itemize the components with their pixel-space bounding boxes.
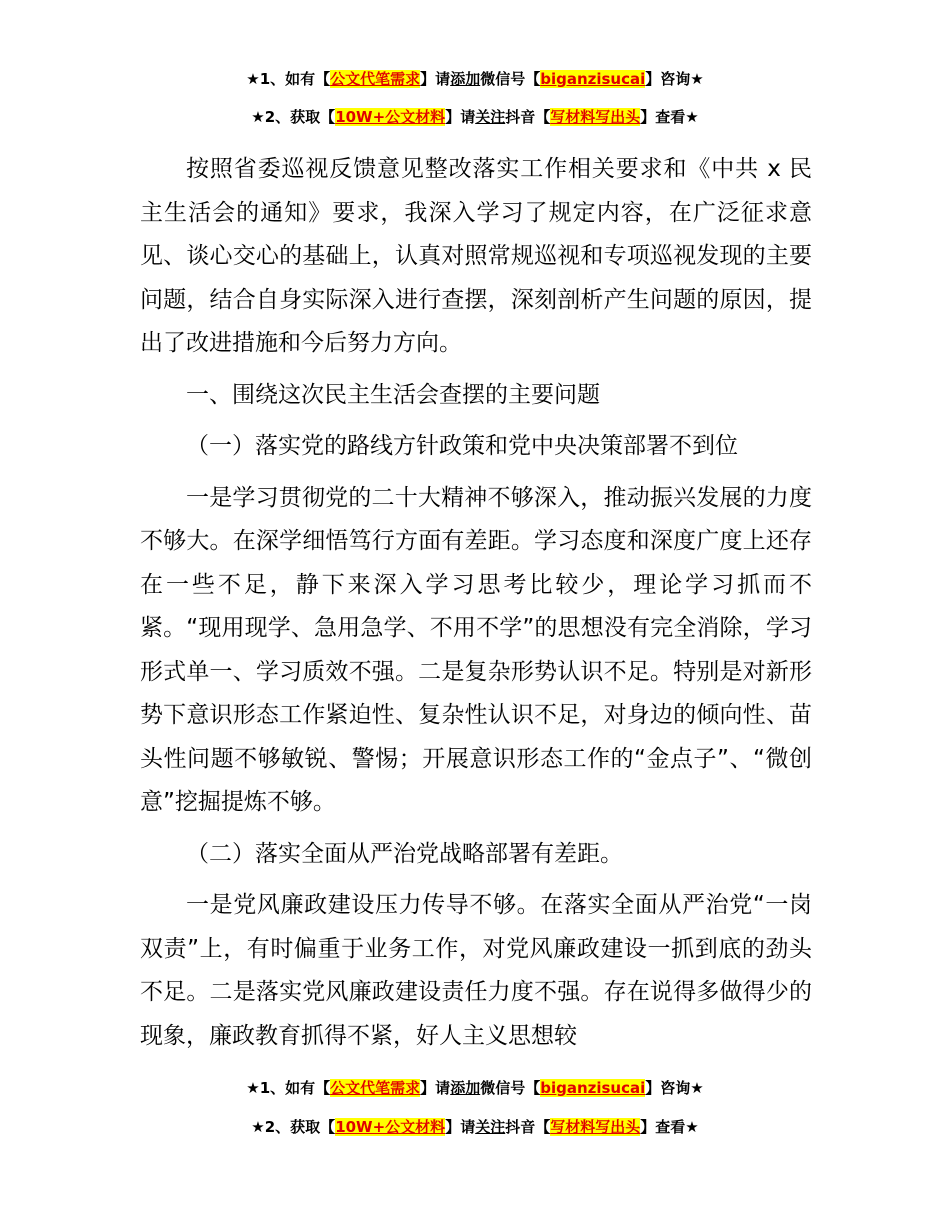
banner-highlight: 公文代笔需求 bbox=[330, 70, 421, 88]
banner-text: 】咨询★ bbox=[645, 70, 704, 88]
header-banner-line-2 bbox=[0, 107, 950, 127]
banner-underlined: 添加 bbox=[450, 70, 481, 88]
banner-text: 】咨询★ bbox=[645, 1079, 704, 1097]
banner-highlight: 公文代笔需求 bbox=[330, 1079, 421, 1097]
subsection-heading: （二）落实全面从严治党战略部署有差距。 bbox=[186, 840, 623, 867]
banner-text: 】查看★ bbox=[640, 108, 699, 126]
document-body bbox=[140, 148, 812, 1066]
banner-highlight: 写材料写出头 bbox=[550, 1118, 641, 1136]
banner-text: 】请 bbox=[445, 108, 476, 126]
footer-banner-line-2 bbox=[0, 1117, 950, 1137]
banner-underlined: 关注 bbox=[475, 1118, 506, 1136]
banner-text: 微信号【 bbox=[480, 70, 541, 88]
banner-text: 抖音【 bbox=[505, 108, 551, 126]
intro-paragraph: 按照省委巡视反馈意见整改落实工作相关要求和《中共 x 民主生活会的通知》要求，我深入学习了规定内容，在广泛征求意见、谈心交心的基础上，认真对照常规巡视和专项巡视发现的主要问题，结合自身实际深入进行查摆，深刻剖析产生问题的原因，提出了改进措施和今后努力方向。 bbox=[140, 156, 812, 356]
banner-underlined: 添加 bbox=[450, 1079, 481, 1097]
banner-text: 】请 bbox=[445, 1118, 476, 1136]
body-paragraph: 一是学习贯彻党的二十大精神不够深入，推动振兴发展的力度不够大。在深学细悟笃行方面有差距。学习态度和深度广度上还存在一些不足，静下来深入学习思考比较少，理论学习抓而不紧。“现用现学、急用急学、不用不学”的思想没有完全消除，学习形式单一、学习质效不强。二是复杂形势认识不足。特别是对新形势下意识形态工作紧迫性、复杂性认识不足，对身边的倾向性、苗头性问题不够敏锐、警惕；开展意识形态工作的“金点子”、“微创意”挖掘提炼不够。 bbox=[140, 484, 812, 815]
body-paragraph: 一是党风廉政建设压力传导不够。在落实全面从严治党“一岗双责”上，有时偏重于业务工作，对党风廉政建设一抓到底的劲头不足。二是落实党风廉政建设责任力度不强。存在说得多做得少的现象，廉政教育抓得不紧，好人主义思想较 bbox=[140, 892, 812, 1049]
section-heading: 一、围绕这次民主生活会查摆的主要问题 bbox=[186, 381, 600, 408]
footer-banner-line-1 bbox=[0, 1078, 950, 1098]
banner-highlight: 10W+公文材料 bbox=[335, 108, 446, 126]
banner-highlight: biganzisucai bbox=[540, 1079, 646, 1097]
banner-highlight: 10W+公文材料 bbox=[335, 1118, 446, 1136]
banner-highlight: biganzisucai bbox=[540, 70, 646, 88]
banner-text: ★2、获取【 bbox=[251, 1118, 336, 1136]
header-banner-line-1 bbox=[0, 69, 950, 89]
banner-text: 】请 bbox=[420, 70, 451, 88]
banner-text: ★1、如有【 bbox=[246, 70, 331, 88]
banner-text: 】请 bbox=[420, 1079, 451, 1097]
banner-highlight: 写材料写出头 bbox=[550, 108, 641, 126]
banner-text: 抖音【 bbox=[505, 1118, 551, 1136]
banner-text: 】查看★ bbox=[640, 1118, 699, 1136]
banner-text: ★1、如有【 bbox=[246, 1079, 331, 1097]
banner-text: 微信号【 bbox=[480, 1079, 541, 1097]
banner-text: ★2、获取【 bbox=[251, 108, 336, 126]
subsection-heading: （一）落实党的路线方针政策和党中央决策部署不到位 bbox=[186, 433, 738, 459]
banner-underlined: 关注 bbox=[475, 108, 506, 126]
